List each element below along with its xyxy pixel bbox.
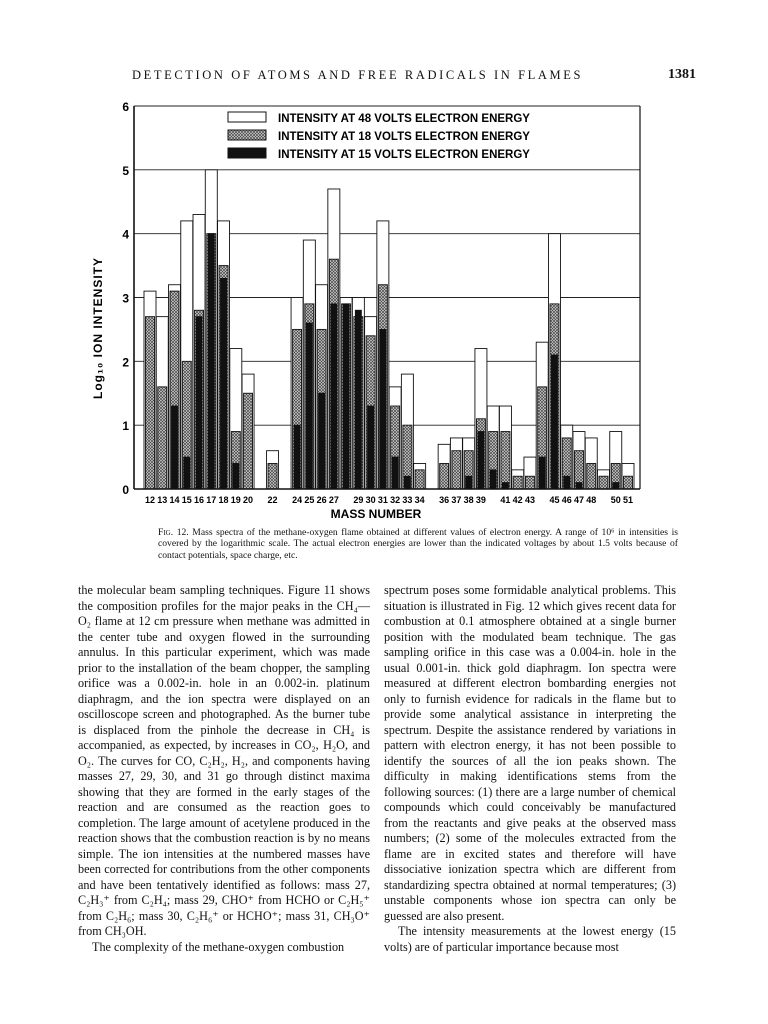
x-tick-label: 30 [365, 495, 376, 505]
x-tick-label: 45 [549, 495, 560, 505]
x-tick-label: 31 [377, 495, 388, 505]
y-tick-label: 1 [122, 419, 129, 434]
x-tick-label: 24 [292, 495, 303, 505]
bar-15v [319, 393, 325, 489]
bar-18v [158, 387, 167, 489]
body-column-right [384, 583, 676, 955]
bar-15v [466, 476, 472, 489]
y-tick-label: 0 [122, 483, 129, 497]
x-tick-label: 38 [463, 495, 474, 505]
y-tick-label: 2 [122, 355, 129, 370]
paragraph: The complexity of the methane-oxygen combustion [92, 939, 345, 954]
x-tick-label: 48 [586, 495, 597, 505]
bar-18v [452, 451, 461, 489]
x-tick-label: 50 [610, 495, 621, 505]
mass-spectrum-figure [91, 96, 664, 526]
legend [228, 112, 530, 161]
bar-18v [415, 470, 424, 489]
bars [144, 170, 634, 489]
bar-15v [355, 310, 361, 489]
y-tick-label: 3 [122, 291, 129, 306]
legend-entry: INTENSITY AT 15 VOLTS ELECTRON ENERGY [278, 149, 530, 161]
x-tick-label: 37 [451, 495, 462, 505]
running-head: DETECTION OF ATOMS AND FREE RADICALS IN FLAMES [132, 68, 583, 82]
x-tick-label: 41 [500, 495, 511, 505]
bar-15v [613, 483, 619, 489]
bar-18v [587, 463, 596, 489]
x-tick-label: 26 [316, 495, 327, 505]
page-number: 1381 [668, 67, 696, 82]
y-axis-label: Log₁₀ ION INTENSITY [91, 256, 105, 400]
caption-label: Fig. 12. [158, 527, 189, 538]
paragraph: the molecular beam sampling techniques. Figure 11 shows the composition profiles for the major peaks in the CH₄—O₂ flame at 12 cm pressure when methane was admitted in the center tube and oxygen flowed in the surrounding annulus. In this particular experiment, which was made prior to the installation of the beam chopper, the sampling orifice was a 0.002-in. hole in an 0.002-in. platinum diaphragm, and the ion spectra were displayed on an oscilloscope screen and photographed. As the burner tube is displaced from the pinhole the decrease in CH₄ is accompanied, as expected, by increases in CO₂, H₂O, and O₂. The curves for CO, C₂H₂, H₂, and components having masses 27, 29, 30, and 31 go through distinct maxima showing that they are formed in the early stages of the reaction and are consumed as the reaction goes to completion. The large amount of acetylene produced in the reaction shows that the combustion reaction is by no means simple. The ion intensities at the numbered masses have been corrected for contributions from the other components and have been tentatively identified as follows: mass 27, C₂H₃⁺ from C₂H₄; mass 29, CHO⁺ from HCHO or C₂H₅⁺ from C₂H₆; mass 30, C₂H₆⁺ or HCHO⁺; mass 31, CH₃O⁺ from CH₃OH. [78, 583, 370, 938]
y-tick-label: 5 [122, 163, 129, 178]
bar-15v [478, 432, 484, 489]
bar-15v [539, 457, 545, 489]
bar-15v [551, 355, 557, 489]
bar-15v [564, 476, 570, 489]
x-tick-label: 25 [304, 495, 315, 505]
bar-15v [184, 457, 190, 489]
bar-15v [404, 476, 410, 489]
x-axis-label: MASS NUMBER [330, 507, 422, 521]
x-tick-label: 13 [157, 495, 168, 505]
x-tick-label: 12 [144, 495, 156, 505]
x-tick-label: 19 [230, 495, 241, 505]
bar-15v [502, 483, 508, 489]
bar-18v [440, 463, 449, 489]
x-tick-label: 39 [475, 495, 486, 505]
x-tick-label: 33 [402, 495, 413, 505]
x-tick-label: 43 [524, 495, 535, 505]
x-tick-label: 17 [206, 495, 217, 505]
bar-18v [268, 463, 277, 489]
bar-18v [146, 317, 155, 489]
x-tick-label: 15 [181, 495, 192, 505]
x-tick-label: 27 [328, 495, 339, 505]
bar-15v [490, 470, 496, 489]
bar-15v [233, 463, 239, 489]
x-tick-label: 20 [243, 495, 254, 505]
page-header [120, 68, 696, 90]
x-tick-label: 18 [218, 495, 229, 505]
bar-15v [380, 329, 386, 489]
bar-15v [196, 317, 202, 489]
x-tick-label: 42 [512, 495, 523, 505]
x-tick-label: 32 [390, 495, 401, 505]
bar-15v [294, 425, 300, 489]
bar-15v [368, 406, 374, 489]
bar-18v [624, 476, 633, 489]
legend-swatch [228, 130, 266, 140]
bar-15v [331, 304, 337, 489]
bar-15v [172, 406, 178, 489]
bar-18v [244, 393, 253, 489]
legend-entry: INTENSITY AT 48 VOLTS ELECTRON ENERGY [278, 113, 530, 125]
bar-15v [208, 234, 214, 489]
bar-15v [392, 457, 398, 489]
x-tick-label: 22 [267, 495, 278, 505]
legend-entry: INTENSITY AT 18 VOLTS ELECTRON ENERGY [278, 131, 530, 143]
x-tick-label: 47 [573, 495, 584, 505]
paragraph: spectrum poses some formidable analytical problems. This situation is illustrated in Fig. 12 which gives recent data for combustion at 0.1 atmosphere obtained at a single burner position with the modulated beam technique. The gas sampling orifice in this case was a 0.004-in. hole in the usual 0.001-in. thick gold diaphragm. Ion spectra were measured at different electron bombarding energies not only to furnish evidence for radicals in the flame but to provide some analytical assistance in interpreting the spectrum. Despite the assistance rendered by variations in pattern with electron energy, it has not been possible to identify the sources of all the ion peaks shown. The difficulty in making identifications stems from the following sources: (1) there are a large number of chemical compounds which could conceivably be manufactured from the reactants and give peaks at the observed mass numbers; (2) some of the molecules extracted from the flame are in excited states and therefore will have dissociative ionization spectra which are different from standardizing spectra obtained at normal temperatures; (3) unstable components whose ion spectra can only be guessed are also present. [384, 583, 676, 923]
bar-15v [306, 323, 312, 489]
bar-18v [513, 476, 522, 489]
x-tick-label: 46 [561, 495, 572, 505]
x-tick-label: 29 [353, 495, 364, 505]
body-column-left [78, 583, 370, 955]
bar-18v [501, 432, 510, 489]
x-tick-label: 51 [622, 495, 634, 505]
bar-18v [599, 476, 608, 489]
x-tick-label: 34 [414, 495, 425, 505]
legend-swatch [228, 148, 266, 158]
bar-15v [343, 304, 349, 489]
x-tick-label: 36 [439, 495, 450, 505]
y-tick-label: 4 [122, 227, 129, 242]
bar-18v [525, 476, 534, 489]
figure-caption [158, 527, 678, 561]
caption-text: Mass spectra of the methane-oxygen flame obtained at different values of electron energy. A range of 10⁶ in intensities is covered by the logarithmic scale. The actual electron energies are lower than the indicated voltages by about 1.5 volts because of contact potentials, space charge, etc. [158, 527, 678, 561]
x-tick-label: 16 [194, 495, 205, 505]
paragraph: The intensity measurements at the lowest energy (15 volts) are of particular importance because most [384, 924, 676, 954]
x-tick-label: 14 [169, 495, 180, 505]
bar-15v [221, 278, 227, 489]
y-tick-label: 6 [122, 100, 129, 114]
legend-swatch [228, 112, 266, 122]
bar-15v [576, 483, 582, 489]
